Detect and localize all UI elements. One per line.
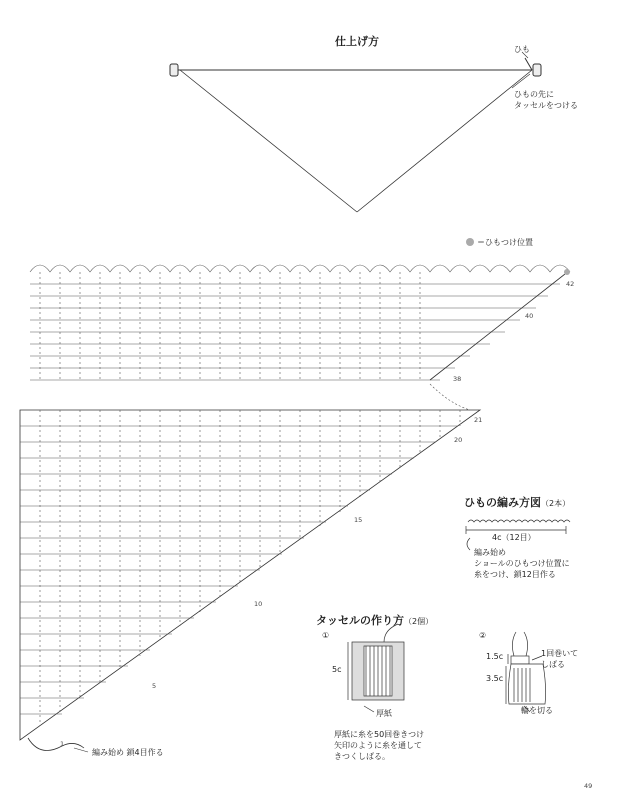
cord-title (464, 494, 570, 510)
row-number-1: 1 (60, 740, 65, 748)
tassel-step2: ② (479, 631, 487, 640)
cord-note-line2: ショールのひもつけ位置に (474, 559, 570, 568)
tassel-wrap-note-line1: 1回巻いて (541, 649, 579, 658)
row-number-21: 21 (474, 416, 483, 424)
tassel-dim-35: 3.5c (486, 674, 504, 683)
row-number-42: 42 (566, 280, 575, 288)
tassel-dim-5c: 5c (332, 665, 342, 674)
tassel-left-icon (170, 64, 186, 76)
tassel-cut-note: 輪を切る (521, 706, 553, 715)
cord-note-line1: 編み始め (474, 548, 506, 557)
row-number-10: 10 (254, 600, 263, 608)
tassel-title-text: タッセルの作り方 (316, 614, 404, 627)
tassel-instr-line2: 矢印のように糸を通して (334, 741, 422, 750)
page-number: 49 (584, 782, 593, 790)
crochet-chart-upper (30, 265, 570, 380)
crochet-chart-lower (20, 410, 483, 740)
tassel-instr-line3: きつくしばる。 (334, 752, 390, 761)
row-number-20: 20 (454, 436, 463, 444)
tassel-step1: ① (322, 631, 330, 640)
tassel-title (316, 612, 433, 628)
himo-label: ひも (514, 45, 530, 54)
tassel-cardboard-label: 厚紙 (376, 709, 392, 718)
tassel-instr-line1: 厚紙に糸を50回巻きつけ (334, 730, 425, 739)
row-number-15: 15 (354, 516, 363, 524)
tassel-dim-15: 1.5c (486, 652, 504, 661)
tassel-wrap-note-line2: しばる (541, 660, 565, 669)
cord-count: （2本） (541, 499, 571, 508)
finishing-diagram (180, 70, 532, 212)
cord-note-line3: 糸をつけ、鎖12目作る (474, 570, 556, 579)
row-number-5: 5 (152, 682, 157, 690)
row-number-38: 38 (453, 375, 462, 383)
cord-position-marker (564, 269, 570, 275)
tassel-note-line2: タッセルをつける (514, 101, 578, 110)
tassel-cardboard-diagram (348, 624, 404, 712)
finishing-title: 仕上げ方 (335, 35, 379, 48)
tassel-finished-diagram (506, 632, 546, 712)
cord-measure: 4c（12目） (492, 533, 536, 542)
legend-dot-icon (466, 238, 474, 246)
tassel-count: （2個） (404, 617, 434, 626)
legend-text: ＝ひもつけ位置 (477, 238, 533, 247)
tassel-note-line1: ひもの先に (514, 90, 554, 99)
cord-title-text: ひもの編み方図 (464, 496, 541, 509)
start-note: 編み始め 鎖4目作る (92, 748, 164, 757)
row-number-40: 40 (525, 312, 534, 320)
